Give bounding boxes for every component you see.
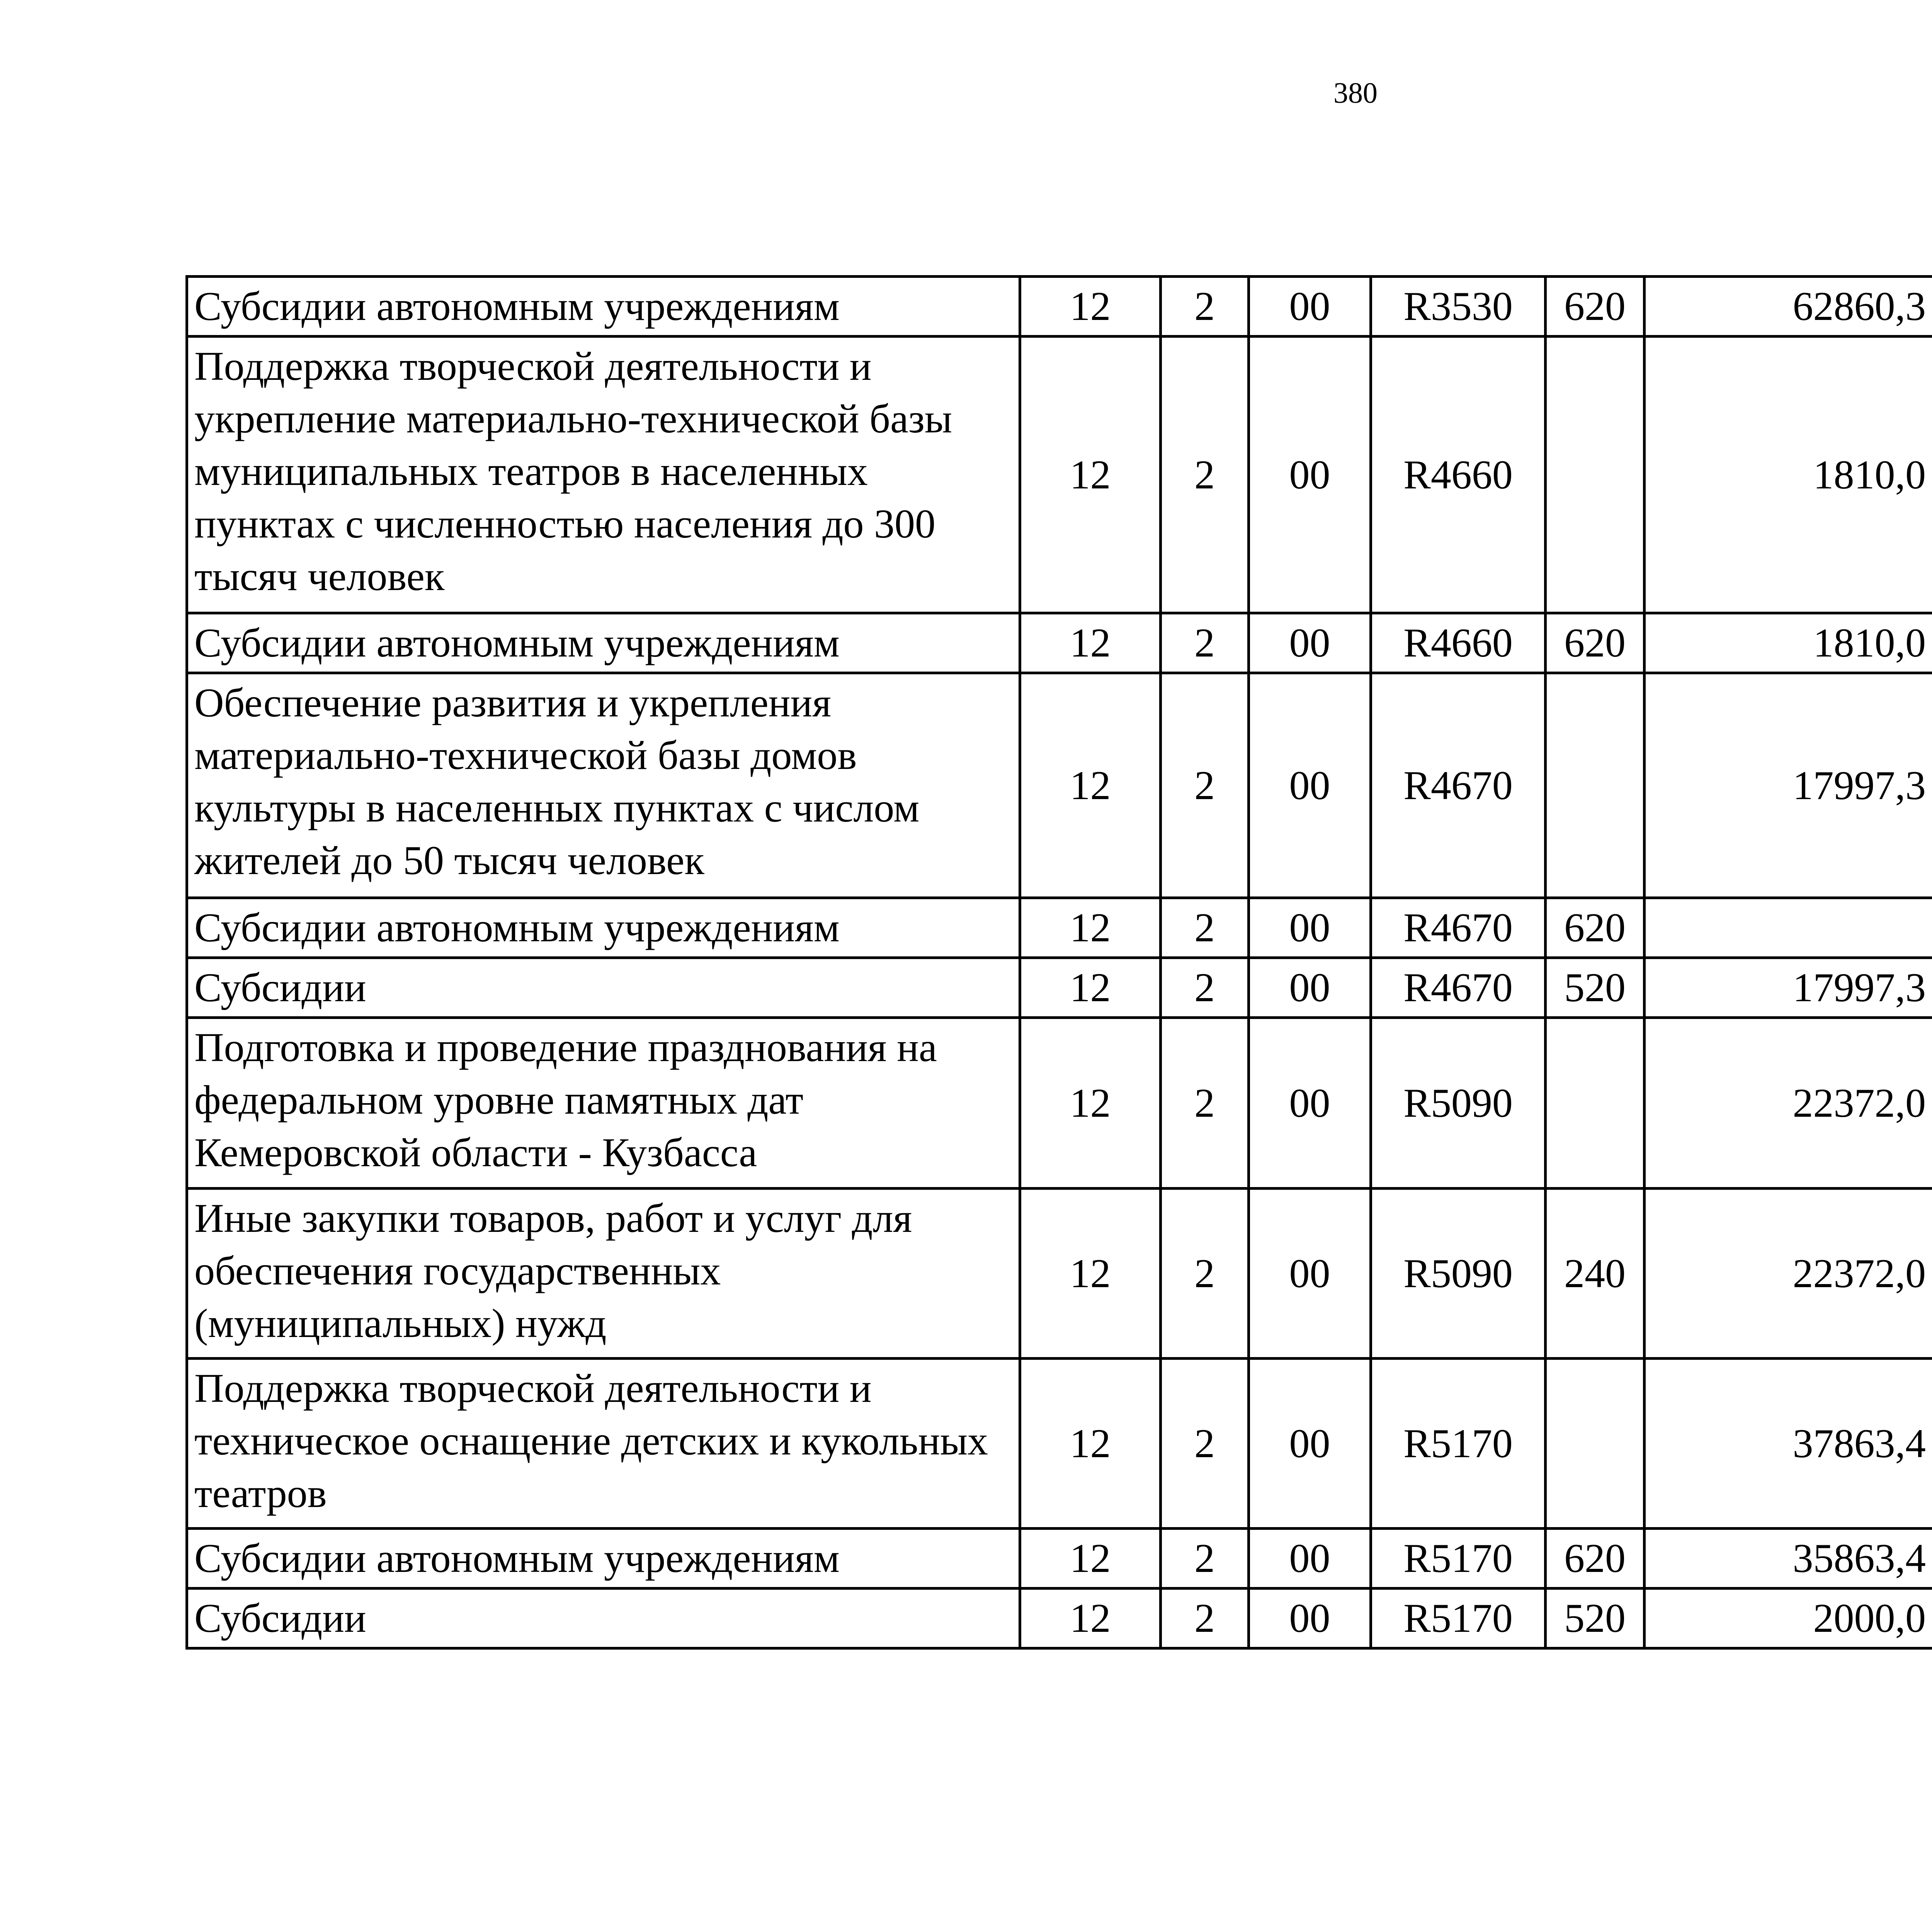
- row-name-cell: Подготовка и проведение празднования на федеральном уровне памятных дат Кемеровской области - Кузбасса: [187, 1018, 1020, 1189]
- program-cell: 00: [1249, 613, 1371, 673]
- subsection-cell: 2: [1161, 1018, 1249, 1189]
- year1-amount-cell: 17997,3: [1645, 673, 1932, 898]
- row-name-cell: Субсидии автономным учреждениям: [187, 277, 1020, 337]
- year1-amount-cell: 37863,4: [1645, 1359, 1932, 1529]
- section-cell: 12: [1020, 337, 1161, 613]
- year1-amount-cell: 1810,0: [1645, 337, 1932, 613]
- section-cell: 12: [1020, 673, 1161, 898]
- target-code-cell: R3530: [1371, 277, 1546, 337]
- table-row: [187, 1189, 1932, 1359]
- section-cell: 12: [1020, 1189, 1161, 1359]
- year1-amount-cell: 22372,0: [1645, 1018, 1932, 1189]
- program-cell: 00: [1249, 1529, 1371, 1589]
- program-cell: 00: [1249, 898, 1371, 958]
- row-name-cell: Субсидии автономным учреждениям: [187, 898, 1020, 958]
- row-name-cell: Субсидии автономным учреждениям: [187, 613, 1020, 673]
- subsection-cell: 2: [1161, 1189, 1249, 1359]
- table-row: [187, 277, 1932, 337]
- program-cell: 00: [1249, 673, 1371, 898]
- row-name-cell: Субсидии автономным учреждениям: [187, 1529, 1020, 1589]
- expense-type-cell: 620: [1546, 1529, 1645, 1589]
- target-code-cell: R5170: [1371, 1589, 1546, 1648]
- target-code-cell: R5170: [1371, 1529, 1546, 1589]
- target-code-cell: R4670: [1371, 958, 1546, 1018]
- year1-amount-cell: 17997,3: [1645, 958, 1932, 1018]
- program-cell: 00: [1249, 1359, 1371, 1529]
- subsection-cell: 2: [1161, 1529, 1249, 1589]
- expense-type-cell: [1546, 1018, 1645, 1189]
- section-cell: 12: [1020, 898, 1161, 958]
- year1-amount-cell: 62860,3: [1645, 277, 1932, 337]
- table-row: [187, 1529, 1932, 1589]
- table-row: [187, 958, 1932, 1018]
- section-cell: 12: [1020, 277, 1161, 337]
- target-code-cell: R4670: [1371, 673, 1546, 898]
- table-row: [187, 898, 1932, 958]
- section-cell: 12: [1020, 958, 1161, 1018]
- row-name-cell: Субсидии: [187, 1589, 1020, 1648]
- subsection-cell: 2: [1161, 277, 1249, 337]
- row-name-cell: Субсидии: [187, 958, 1020, 1018]
- subsection-cell: 2: [1161, 958, 1249, 1018]
- row-name-cell: Поддержка творческой деятельности и техническое оснащение детских и кукольных театров: [187, 1359, 1020, 1529]
- section-cell: 12: [1020, 1359, 1161, 1529]
- year1-amount-cell: [1645, 898, 1932, 958]
- year1-amount-cell: 2000,0: [1645, 1589, 1932, 1648]
- row-name-cell: Обеспечение развития и укрепления материально-технической базы домов культуры в населенных пунктах с числом жителей до 50 тысяч человек: [187, 673, 1020, 898]
- row-name-cell: Поддержка творческой деятельности и укрепление материально-технической базы муниципальных театров в населенных пунктах с численностью населения до 300 тысяч человек: [187, 337, 1020, 613]
- table-row: [187, 673, 1932, 898]
- target-code-cell: R4670: [1371, 898, 1546, 958]
- subsection-cell: 2: [1161, 898, 1249, 958]
- table-row: [187, 1589, 1932, 1648]
- expense-type-cell: 520: [1546, 958, 1645, 1018]
- subsection-cell: 2: [1161, 613, 1249, 673]
- target-code-cell: R4660: [1371, 337, 1546, 613]
- expense-type-cell: 620: [1546, 277, 1645, 337]
- page-number: 380: [1333, 77, 1378, 109]
- program-cell: 00: [1249, 958, 1371, 1018]
- section-cell: 12: [1020, 1018, 1161, 1189]
- subsection-cell: 2: [1161, 673, 1249, 898]
- expense-type-cell: [1546, 673, 1645, 898]
- table-row: [187, 1359, 1932, 1529]
- year1-amount-cell: 22372,0: [1645, 1189, 1932, 1359]
- section-cell: 12: [1020, 1589, 1161, 1648]
- program-cell: 00: [1249, 337, 1371, 613]
- subsection-cell: 2: [1161, 1359, 1249, 1529]
- expense-type-cell: 620: [1546, 898, 1645, 958]
- expense-type-cell: [1546, 337, 1645, 613]
- year1-amount-cell: 35863,4: [1645, 1529, 1932, 1589]
- section-cell: 12: [1020, 1529, 1161, 1589]
- table-row: [187, 337, 1932, 613]
- expense-type-cell: 520: [1546, 1589, 1645, 1648]
- table-row: [187, 613, 1932, 673]
- program-cell: 00: [1249, 277, 1371, 337]
- subsection-cell: 2: [1161, 1589, 1249, 1648]
- program-cell: 00: [1249, 1589, 1371, 1648]
- table-row: [187, 1018, 1932, 1189]
- target-code-cell: R4660: [1371, 613, 1546, 673]
- program-cell: 00: [1249, 1189, 1371, 1359]
- section-cell: 12: [1020, 613, 1161, 673]
- expense-type-cell: 620: [1546, 613, 1645, 673]
- budget-table: [185, 275, 1932, 1650]
- expense-type-cell: [1546, 1359, 1645, 1529]
- subsection-cell: 2: [1161, 337, 1249, 613]
- program-cell: 00: [1249, 1018, 1371, 1189]
- target-code-cell: R5170: [1371, 1359, 1546, 1529]
- row-name-cell: Иные закупки товаров, работ и услуг для обеспечения государственных (муниципальных) нужд: [187, 1189, 1020, 1359]
- target-code-cell: R5090: [1371, 1018, 1546, 1189]
- year1-amount-cell: 1810,0: [1645, 613, 1932, 673]
- target-code-cell: R5090: [1371, 1189, 1546, 1359]
- expense-type-cell: 240: [1546, 1189, 1645, 1359]
